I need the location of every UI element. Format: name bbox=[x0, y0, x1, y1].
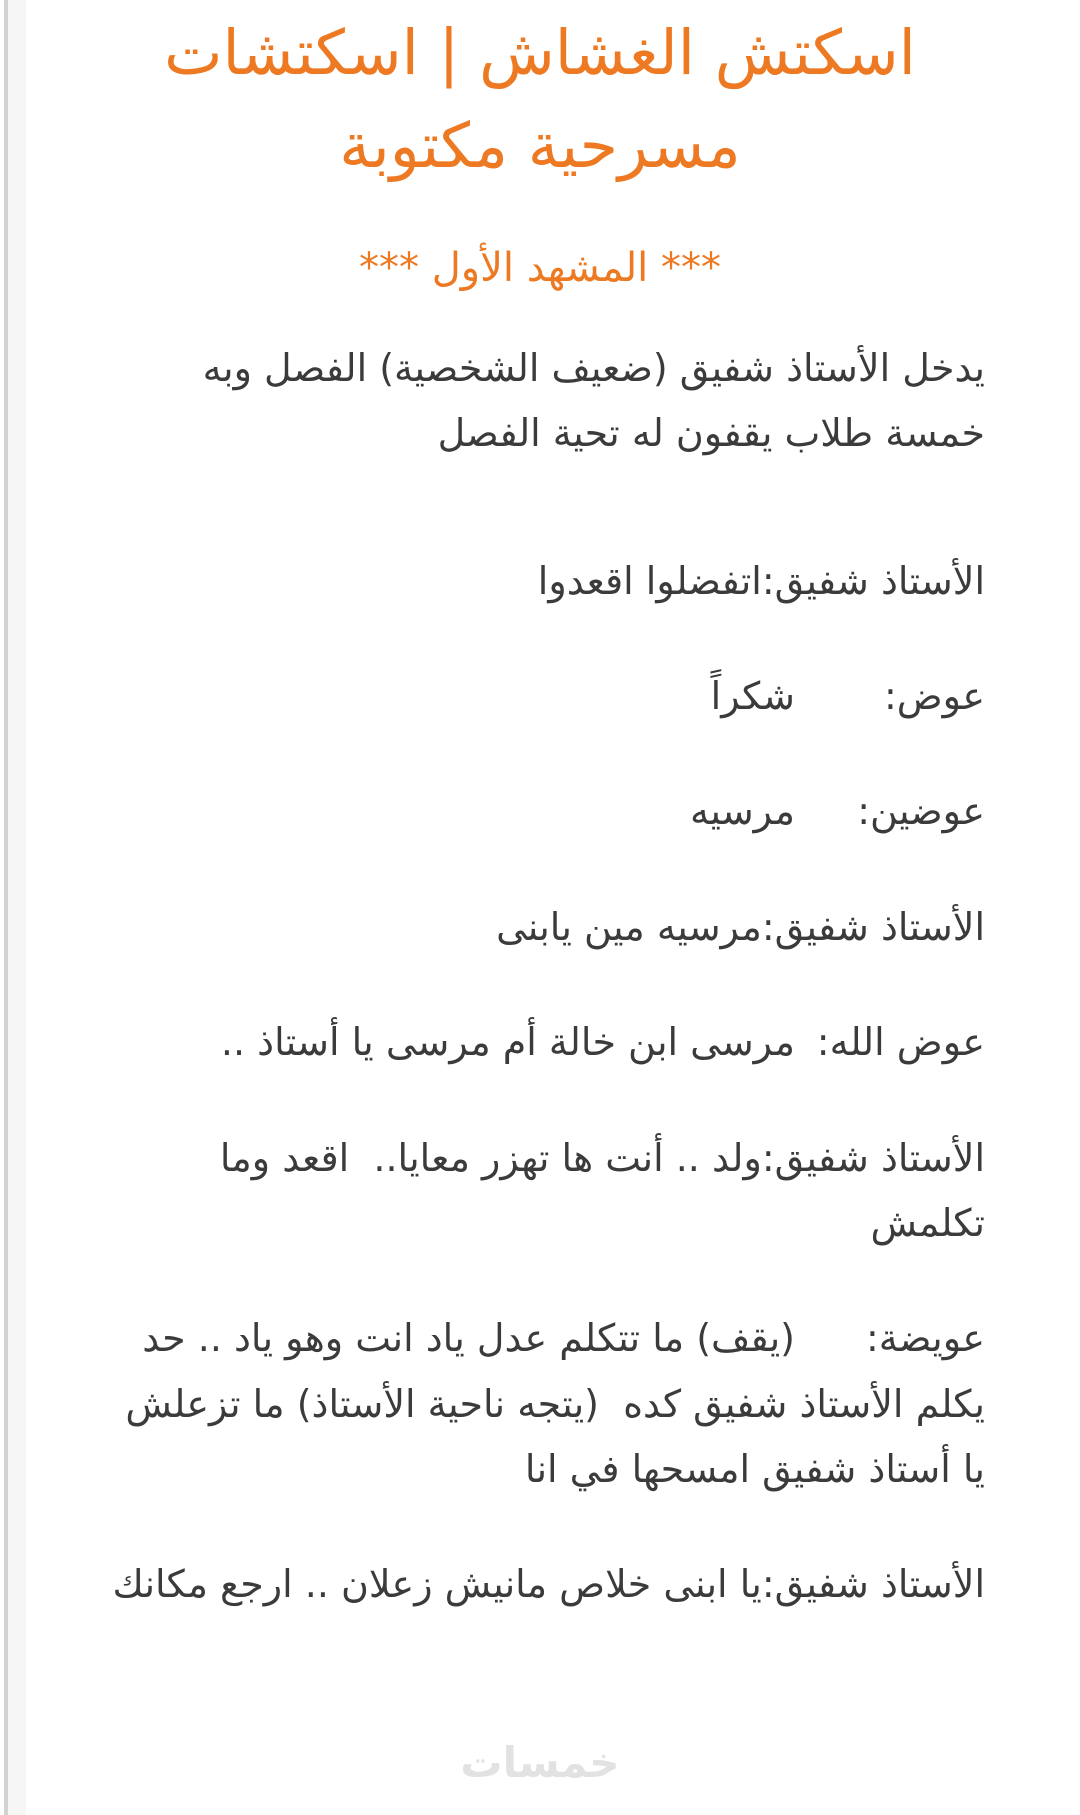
speaker-name: عويضة: bbox=[865, 1316, 985, 1361]
dialogue-line bbox=[95, 1010, 985, 1075]
dialogue-text: مرسيه bbox=[689, 789, 795, 834]
stage-direction: يدخل الأستاذ شفيق (ضعيف الشخصية) الفصل وبه خمسة طلاب يقفون له تحية الفصل bbox=[190, 346, 985, 456]
dialogue-line bbox=[95, 1552, 985, 1617]
dialogue-text: يا ابنى خلاص مانيش زعلان .. ارجع مكانك bbox=[112, 1562, 762, 1607]
speaker-name: عوضين: bbox=[857, 789, 985, 834]
speaker-name: عوض: bbox=[883, 674, 985, 719]
khamsat-watermark: خمسات bbox=[460, 1738, 620, 1787]
dialogue-text: مرسيه مين يابنى bbox=[496, 904, 762, 949]
dialogue-line bbox=[95, 1306, 985, 1502]
speaker-name: الأستاذ شفيق: bbox=[761, 1135, 985, 1180]
speaker-name: الأستاذ شفيق: bbox=[761, 1562, 985, 1607]
dialogue-text: ولد .. أنت ها تهزر معايا.. اقعد وما تكلمش bbox=[207, 1135, 985, 1245]
speaker-name: عوض الله: bbox=[816, 1020, 985, 1065]
scene-heading: *** المشهد الأول *** bbox=[359, 245, 721, 291]
dialogue-text: (يقف) ما تتكلم عدل ياد انت وهو ياد .. حد يكلم الأستاذ شفيق كده (يتجه ناحية الأستاذ) ما تزعلش يا أستاذ شفيق امسحها في انا bbox=[113, 1316, 985, 1491]
dialogue-line bbox=[95, 664, 985, 729]
dialogue-text: شكراً bbox=[710, 674, 795, 719]
dialogue-text: مرسى ابن خالة أم مرسى يا أستاذ .. bbox=[220, 1020, 795, 1065]
speaker-name: الأستاذ شفيق: bbox=[761, 904, 985, 949]
dialogue-line bbox=[95, 1126, 985, 1257]
dialogue-text: اتفضلوا اقعدوا bbox=[537, 558, 762, 603]
dialogue-line bbox=[95, 549, 985, 614]
dialogue-line bbox=[95, 779, 985, 844]
page-title: اسكتش الغشاش | اسكتشات مسرحية مكتوبة bbox=[164, 16, 916, 182]
dialogue-line bbox=[95, 895, 985, 960]
speaker-name: الأستاذ شفيق: bbox=[761, 558, 985, 603]
